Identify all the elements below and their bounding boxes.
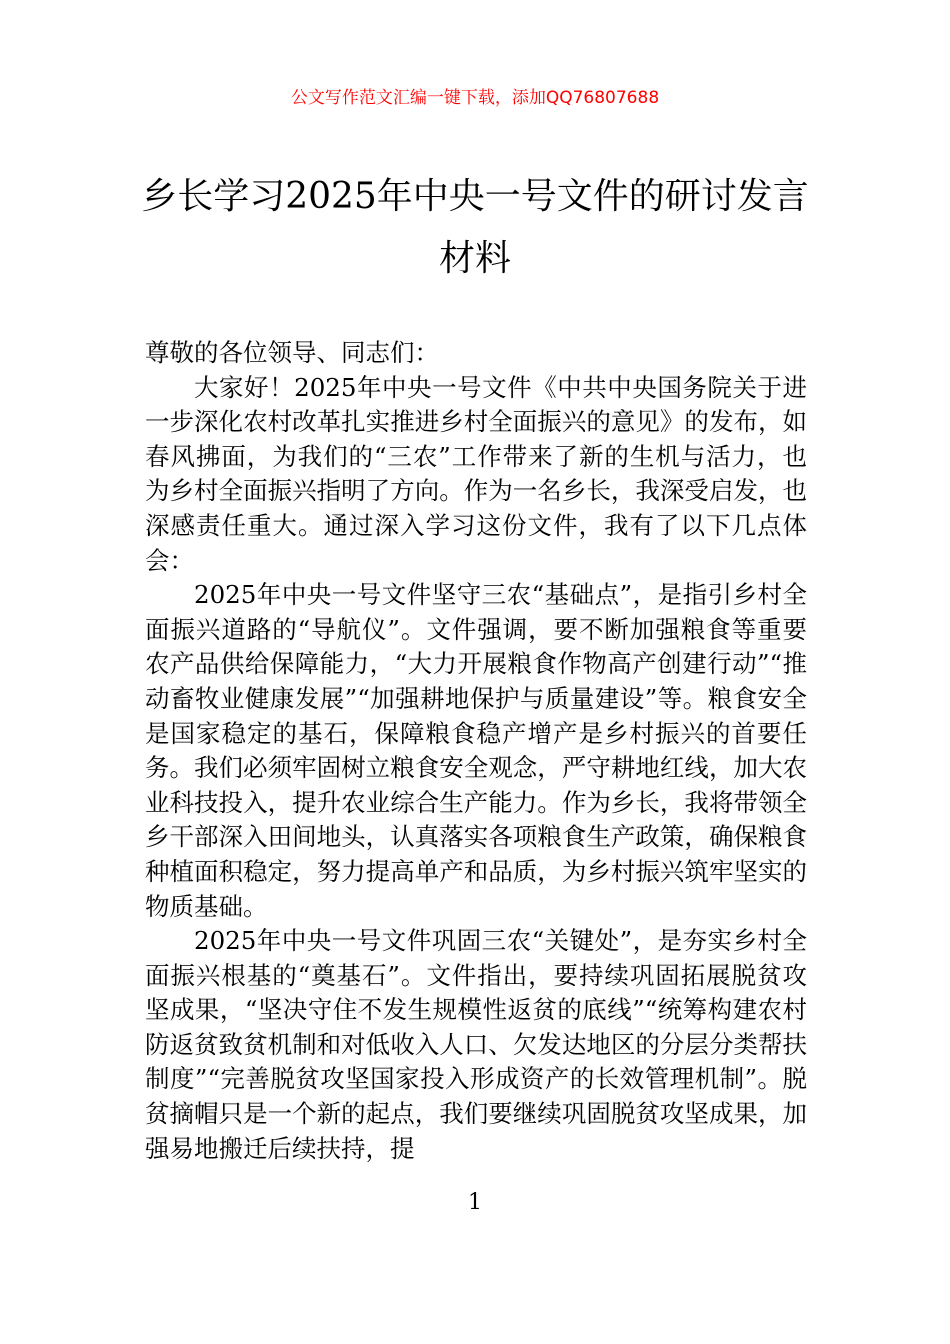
paragraph-poverty-consolidation: 2025年中央一号文件巩固三农“关键处”，是夯实乡村全面振兴根基的“奠基石”。文件指出，要持续巩固拓展脱贫攻坚成果，“坚决守住不发生规模性返贫的底线”“统筹构建农村防返贫致贫机制和对低收入人口、欠发达地区的分层分类帮扶制度”“完善脱贫攻坚国家投入形成资产的长效管理机制”。脱贫摘帽只是一个新的起点，我们要继续巩固脱贫攻坚成果，加强易地搬迁后续扶持，提 [145, 926, 807, 1163]
document-title: 乡长学习2025年中央一号文件的研讨发言材料 [141, 176, 809, 279]
page-number: 1 [468, 1190, 482, 1215]
paragraph-food-security: 2025年中央一号文件坚守三农“基础点”，是指引乡村全面振兴道路的“导航仪”。文件强调，要不断加强粮食等重要农产品供给保障能力，“大力开展粮食作物高产创建行动”“推动畜牧业健康发展”“加强耕地保护与质量建设”等。粮食安全是国家稳定的基石，保障粮食稳产增产是乡村振兴的首要任务。我们必须牢固树立粮食安全观念，严守耕地红线，加大农业科技投入，提升农业综合生产能力。作为乡长，我将带领全乡干部深入田间地头，认真落实各项粮食生产政策，确保粮食种植面积稳定，努力提高单产和品质，为乡村振兴筑牢坚实的物质基础。 [145, 580, 807, 921]
salutation: 尊敬的各位领导、同志们： [145, 338, 439, 367]
paragraph-intro: 大家好！2025年中央一号文件《中共中央国务院关于进一步深化农村改革扎实推进乡村全面振兴的意见》的发布，如春风拂面，为我们的“三农”工作带来了新的生机与活力，也为乡村全面振兴指明了方向。作为一名乡长，我深受启发，也深感责任重大。通过深入学习这份文件，我有了以下几点体会： [145, 372, 807, 575]
download-notice: 公文写作范文汇编一键下载，添加QQ76807688 [290, 88, 660, 108]
document-body [145, 336, 807, 1166]
